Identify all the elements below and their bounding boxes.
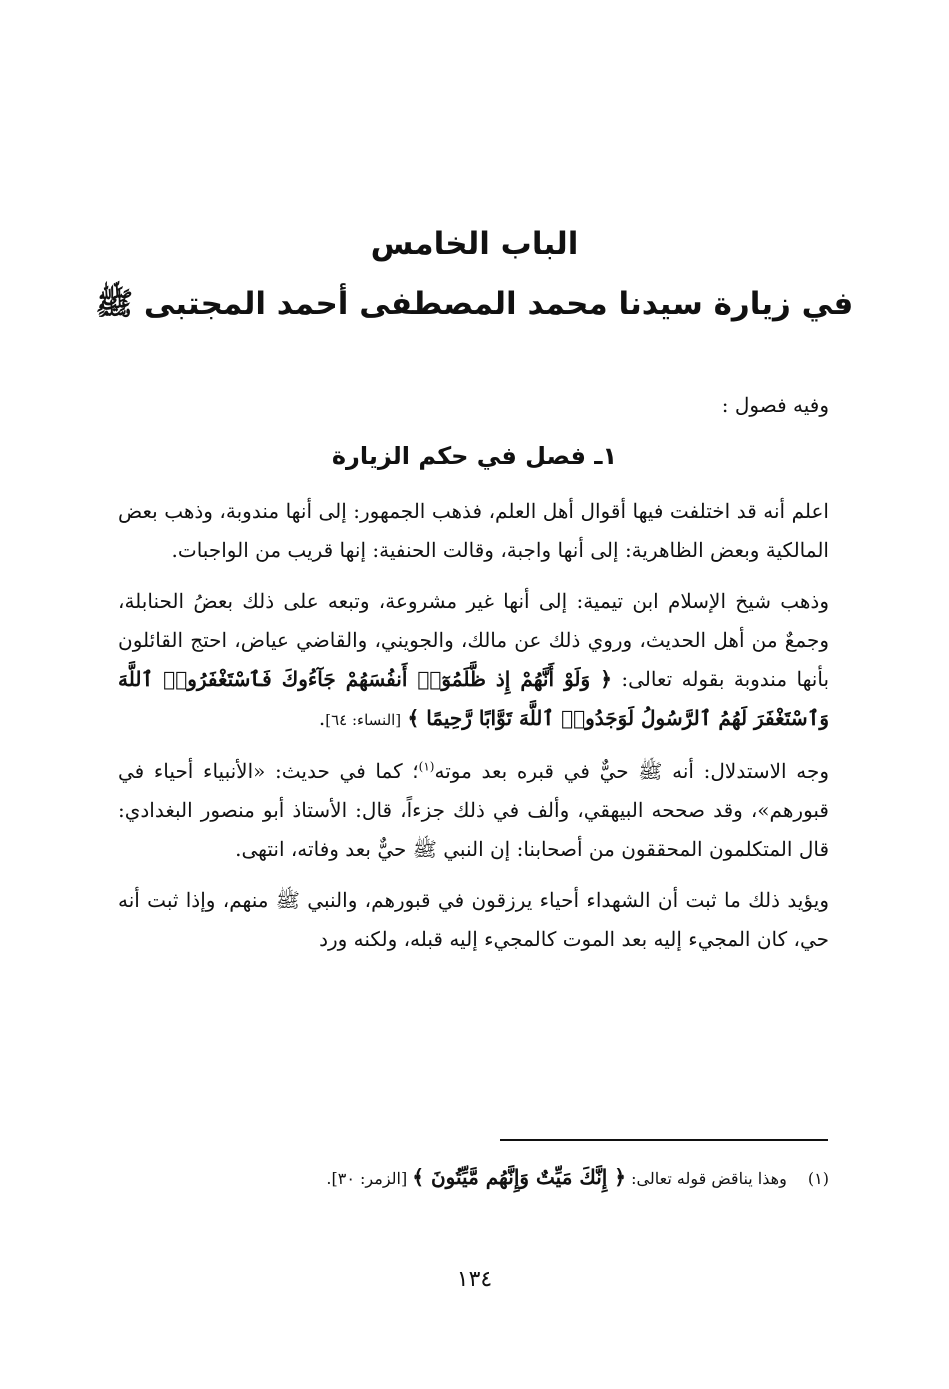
section-heading: ١ـ فصل في حكم الزيارة xyxy=(331,442,618,470)
paragraph-1: اعلم أنه قد اختلفت فيها أقوال أهل العلم، فذهب الجمهور: إلى أنها مندوبة، وذهب بعض المالكية وبعض الظاهرية: إلى أنها واجبة، وقالت الحنفية: إنها قريب من الواجبات. xyxy=(118,499,829,562)
intro-line: وفيه فصول : xyxy=(721,393,829,417)
chapter-subtitle: في زيارة سيدنا محمد المصطفى أحمد المجتبى ﷺ xyxy=(95,286,854,322)
verse-citation: [النساء: ٦٤] xyxy=(325,711,402,729)
paragraph-2-end: . xyxy=(318,706,326,730)
paragraph-2-text: وذهب شيخ الإسلام ابن تيمية: إلى أنها غير مشروعة، وتبعه على ذلك بعضُ الحنابلة، وجمعٌ من أهل الحديث، وروي ذلك عن مالك، والجويني، والقاضي عياض، احتج القائلون بأنها مندوبة بقوله تعالى: xyxy=(118,589,830,691)
footnote-number: (١) xyxy=(807,1169,829,1188)
paragraph-3-text: وجه الاستدلال: أنه ﷺ حيٌّ في قبره بعد موته xyxy=(434,759,829,783)
paragraph-3-rest: ؛ كما في حديث: «الأنبياء أحياء في قبورهم»، وقد صححه البيهقي، وألف في ذلك جزءاً، قال: الأستاذ أبو منصور البغدادي: قال المتكلمون المحققون من أصحابنا: إن النبي ﷺ حيٌّ بعد وفاته، انتهى. xyxy=(118,759,829,861)
paragraph-4: ويؤيد ذلك ما ثبت أن الشهداء أحياء يرزقون في قبورهم، والنبي ﷺ منهم، وإذا ثبت أنه حي، كان المجيء إليه بعد الموت كالمجيء إليه قبله، ولكنه ورد xyxy=(118,888,829,951)
footnote xyxy=(118,1162,829,1194)
footnote-citation: [الزمر: ٣٠]. xyxy=(326,1169,408,1188)
page-number: ١٣٤ xyxy=(456,1267,493,1292)
footnote-divider xyxy=(500,1139,828,1141)
quran-verse: ﴿ وَلَوْ أَنَّهُمْ إِذ ظَّلَمُوٓا۟ أَنفُسَهُمْ جَآءُوكَ فَٱسْتَغْفَرُوا۟ ٱللَّهَ وَٱسْتَغْفَرَ لَهُمُ ٱلرَّسُولُ لَوَجَدُوا۟ ٱللَّهَ تَوَّابًا رَّحِيمًا ﴾ xyxy=(118,667,829,730)
paragraph-3 xyxy=(118,752,829,869)
footnote-marker[interactable]: (١) xyxy=(418,759,435,774)
footnote-quran-verse: ﴿ إِنَّكَ مَيِّتٌ وَإِنَّهُم مَّيِّتُونَ ﴾ xyxy=(412,1165,627,1189)
chapter-title: الباب الخامس xyxy=(370,226,579,262)
footnote-text: وهذا يناقض قوله تعالى: xyxy=(631,1169,787,1188)
paragraph-2 xyxy=(118,582,829,740)
body-text xyxy=(118,492,829,971)
